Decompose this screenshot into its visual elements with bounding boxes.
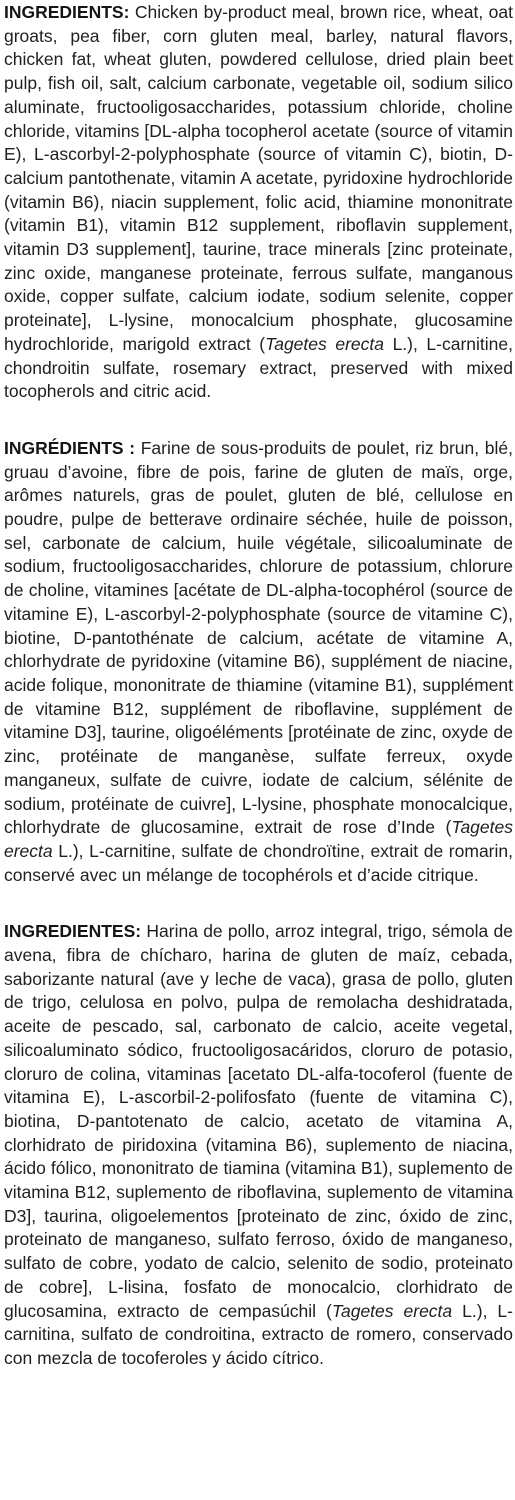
ingredient-list-text: Harina de pollo, arroz integral, trigo, sémola de avena, fibra de chícharo, harina de gluten de maíz, cebada, saborizante natural (ave y leche de vaca), grasa de pollo, gluten de trigo, celulosa en polvo, pulpa de remolacha deshidratada, aceite de pescado, sal, carbonato de calcio, aceite vegetal, silicoaluminato sódico, fructooligosacáridos, cloruro de potasio, cloruro de colina, vitaminas [acetato DL-alfa-tocoferol (fuente de vitamina E), L-ascorbil-2-polifosfato (fuente de vitamina C), biotina, D-pantotenato de calcio, acetato de vitamina A, clorhidrato de piridoxina (vitamina B6), suplemento de niacina, ácido fólico, mononitrato de tiamina (vitamina B1), suplemento de vitamina B12, suplemento de riboflavina, suplemento de vitamina D3], taurina, oligoelementos [proteinato de zinc, óxido de zinc, proteinato de manganeso, sulfato ferroso, óxido de manganeso, sulfato de cobre, yodato de calcio, selenito de sodio, proteinato de cobre], L-lisina, fosfato de monocalcio, clorhidrato de glucosamina, extracto de cempasúchil ( bbox=[4, 921, 513, 1321]
ingredient-list-text-end: L.), L-carnitine, sulfate de chondroïtine, extrait de romarin, conservé avec un mélange de tocophérols et d’acide citrique. bbox=[4, 840, 513, 885]
scientific-name: Tagetes erecta bbox=[4, 817, 513, 861]
scientific-name: Tagetes erecta bbox=[331, 1300, 453, 1321]
ingredients-spanish bbox=[4, 920, 513, 1370]
section-heading: INGREDIENTS: bbox=[4, 2, 130, 22]
ingredient-list-text: Farine de sous-produits de poulet, riz brun, blé, gruau d’avoine, fibre de pois, farine de gluten de maïs, orge, arômes naturels, gras de poulet, gluten de blé, cellulose en poudre, pulpe de betterave ordinaire séchée, huile de poisson, sel, carbonate de calcium, huile végétale, silicoaluminate de sodium, fructooligosaccharides, chlorure de potassium, chlorure de choline, vitamines [acétate de DL-alpha-tocophérol (source de vitamine E), L-ascorbyl-2-polyphosphate (source de vitamine C), biotine, D-pantothénate de calcium, acétate de vitamine A, chlorhydrate de pyridoxine (vitamine B6), supplément de niacine, acide folique, mononitrate de thiamine (vitamine B1), supplément de vitamine B12, supplément de riboflavine, supplément de vitamine D3], taurine, oligoéléments [protéinate de zinc, oxyde de zinc, protéinate de manganèse, sulfate ferreux, oxyde manganeux, sulfate de cuivre, iodate de calcium, sélénite de sodium, protéinate de cuivre], L-lysine, phosphate monocalcique, chlorhydrate de glucosamine, extrait de rose d’Inde ( bbox=[4, 437, 513, 838]
section-heading: INGRÉDIENTS : bbox=[4, 437, 136, 458]
section-heading: INGREDIENTES: bbox=[4, 921, 142, 942]
scientific-name: Tagetes erecta bbox=[265, 333, 384, 354]
ingredients-english bbox=[4, 1, 513, 404]
ingredient-list-text-end: L.), L-carnitina, sulfato de condroitina, extracto de romero, conservado con mezcla de tocoferoles y ácido cítrico. bbox=[4, 1300, 513, 1368]
ingredients-french bbox=[4, 437, 513, 887]
ingredient-list-text: Chicken by-product meal, brown rice, wheat, oat groats, pea fiber, corn gluten meal, barley, natural flavors, chicken fat, wheat gluten, powdered cellulose, dried plain beet pulp, fish oil, salt, calcium carbonate, vegetable oil, sodium silico aluminate, fructooligosaccharides, potassium chloride, choline chloride, vitamins [DL-alpha tocopherol acetate (source of vitamin E), L-ascorbyl-2-polyphosphate (source of vitamin C), biotin, D-calcium pantothenate, vitamin A acetate, pyridoxine hydrochloride (vitamin B6), niacin supplement, folic acid, thiamine mononitrate (vitamin B1), vitamin B12 supplement, riboflavin supplement, vitamin D3 supplement], taurine, trace minerals [zinc proteinate, zinc oxide, manganese proteinate, ferrous sulfate, manganous oxide, copper sulfate, calcium iodate, sodium selenite, copper proteinate], L-lysine, monocalcium phosphate, glucosamine hydrochloride, marigold extract ( bbox=[4, 2, 513, 354]
ingredients-label bbox=[4, 1, 513, 1371]
ingredient-list-text-end: L.), L-carnitine, chondroitin sulfate, rosemary extract, preserved with mixed tocopherols and citric acid. bbox=[4, 333, 513, 402]
